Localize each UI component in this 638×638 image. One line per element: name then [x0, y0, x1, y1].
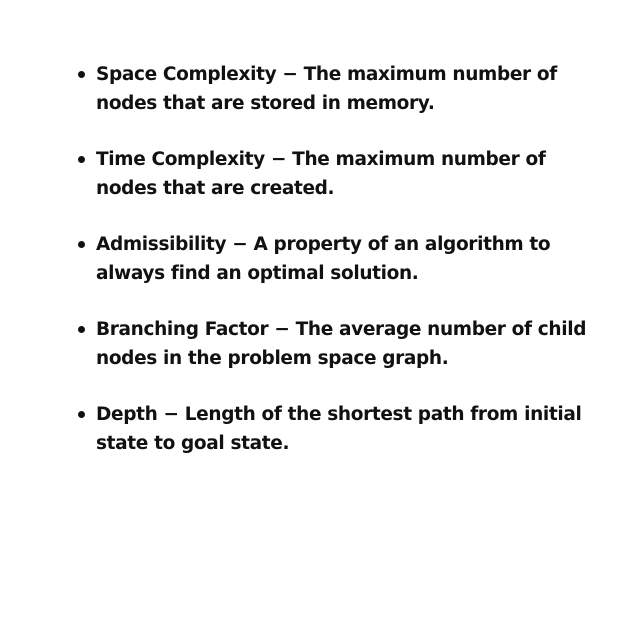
list-item	[76, 60, 596, 118]
list-item	[76, 400, 596, 458]
bullet-icon	[78, 156, 85, 163]
list-item-text: Branching Factor − The average number of child nodes in the problem space graph.	[96, 319, 587, 369]
list-item-text: Admissibility − A property of an algorithm to always find an optimal solution.	[96, 234, 551, 284]
list-item-text: Depth − Length of the shortest path from initial state to goal state.	[96, 404, 582, 454]
list-item-text: Space Complexity − The maximum number of nodes that are stored in memory.	[96, 64, 557, 114]
bullet-icon	[78, 326, 85, 333]
definition-list	[76, 60, 596, 485]
bullet-icon	[78, 411, 85, 418]
list-item	[76, 145, 596, 203]
list-item-text: Time Complexity − The maximum number of nodes that are created.	[96, 149, 546, 199]
bullet-icon	[78, 71, 85, 78]
list-item	[76, 230, 596, 288]
bullet-icon	[78, 241, 85, 248]
list-item	[76, 315, 596, 373]
